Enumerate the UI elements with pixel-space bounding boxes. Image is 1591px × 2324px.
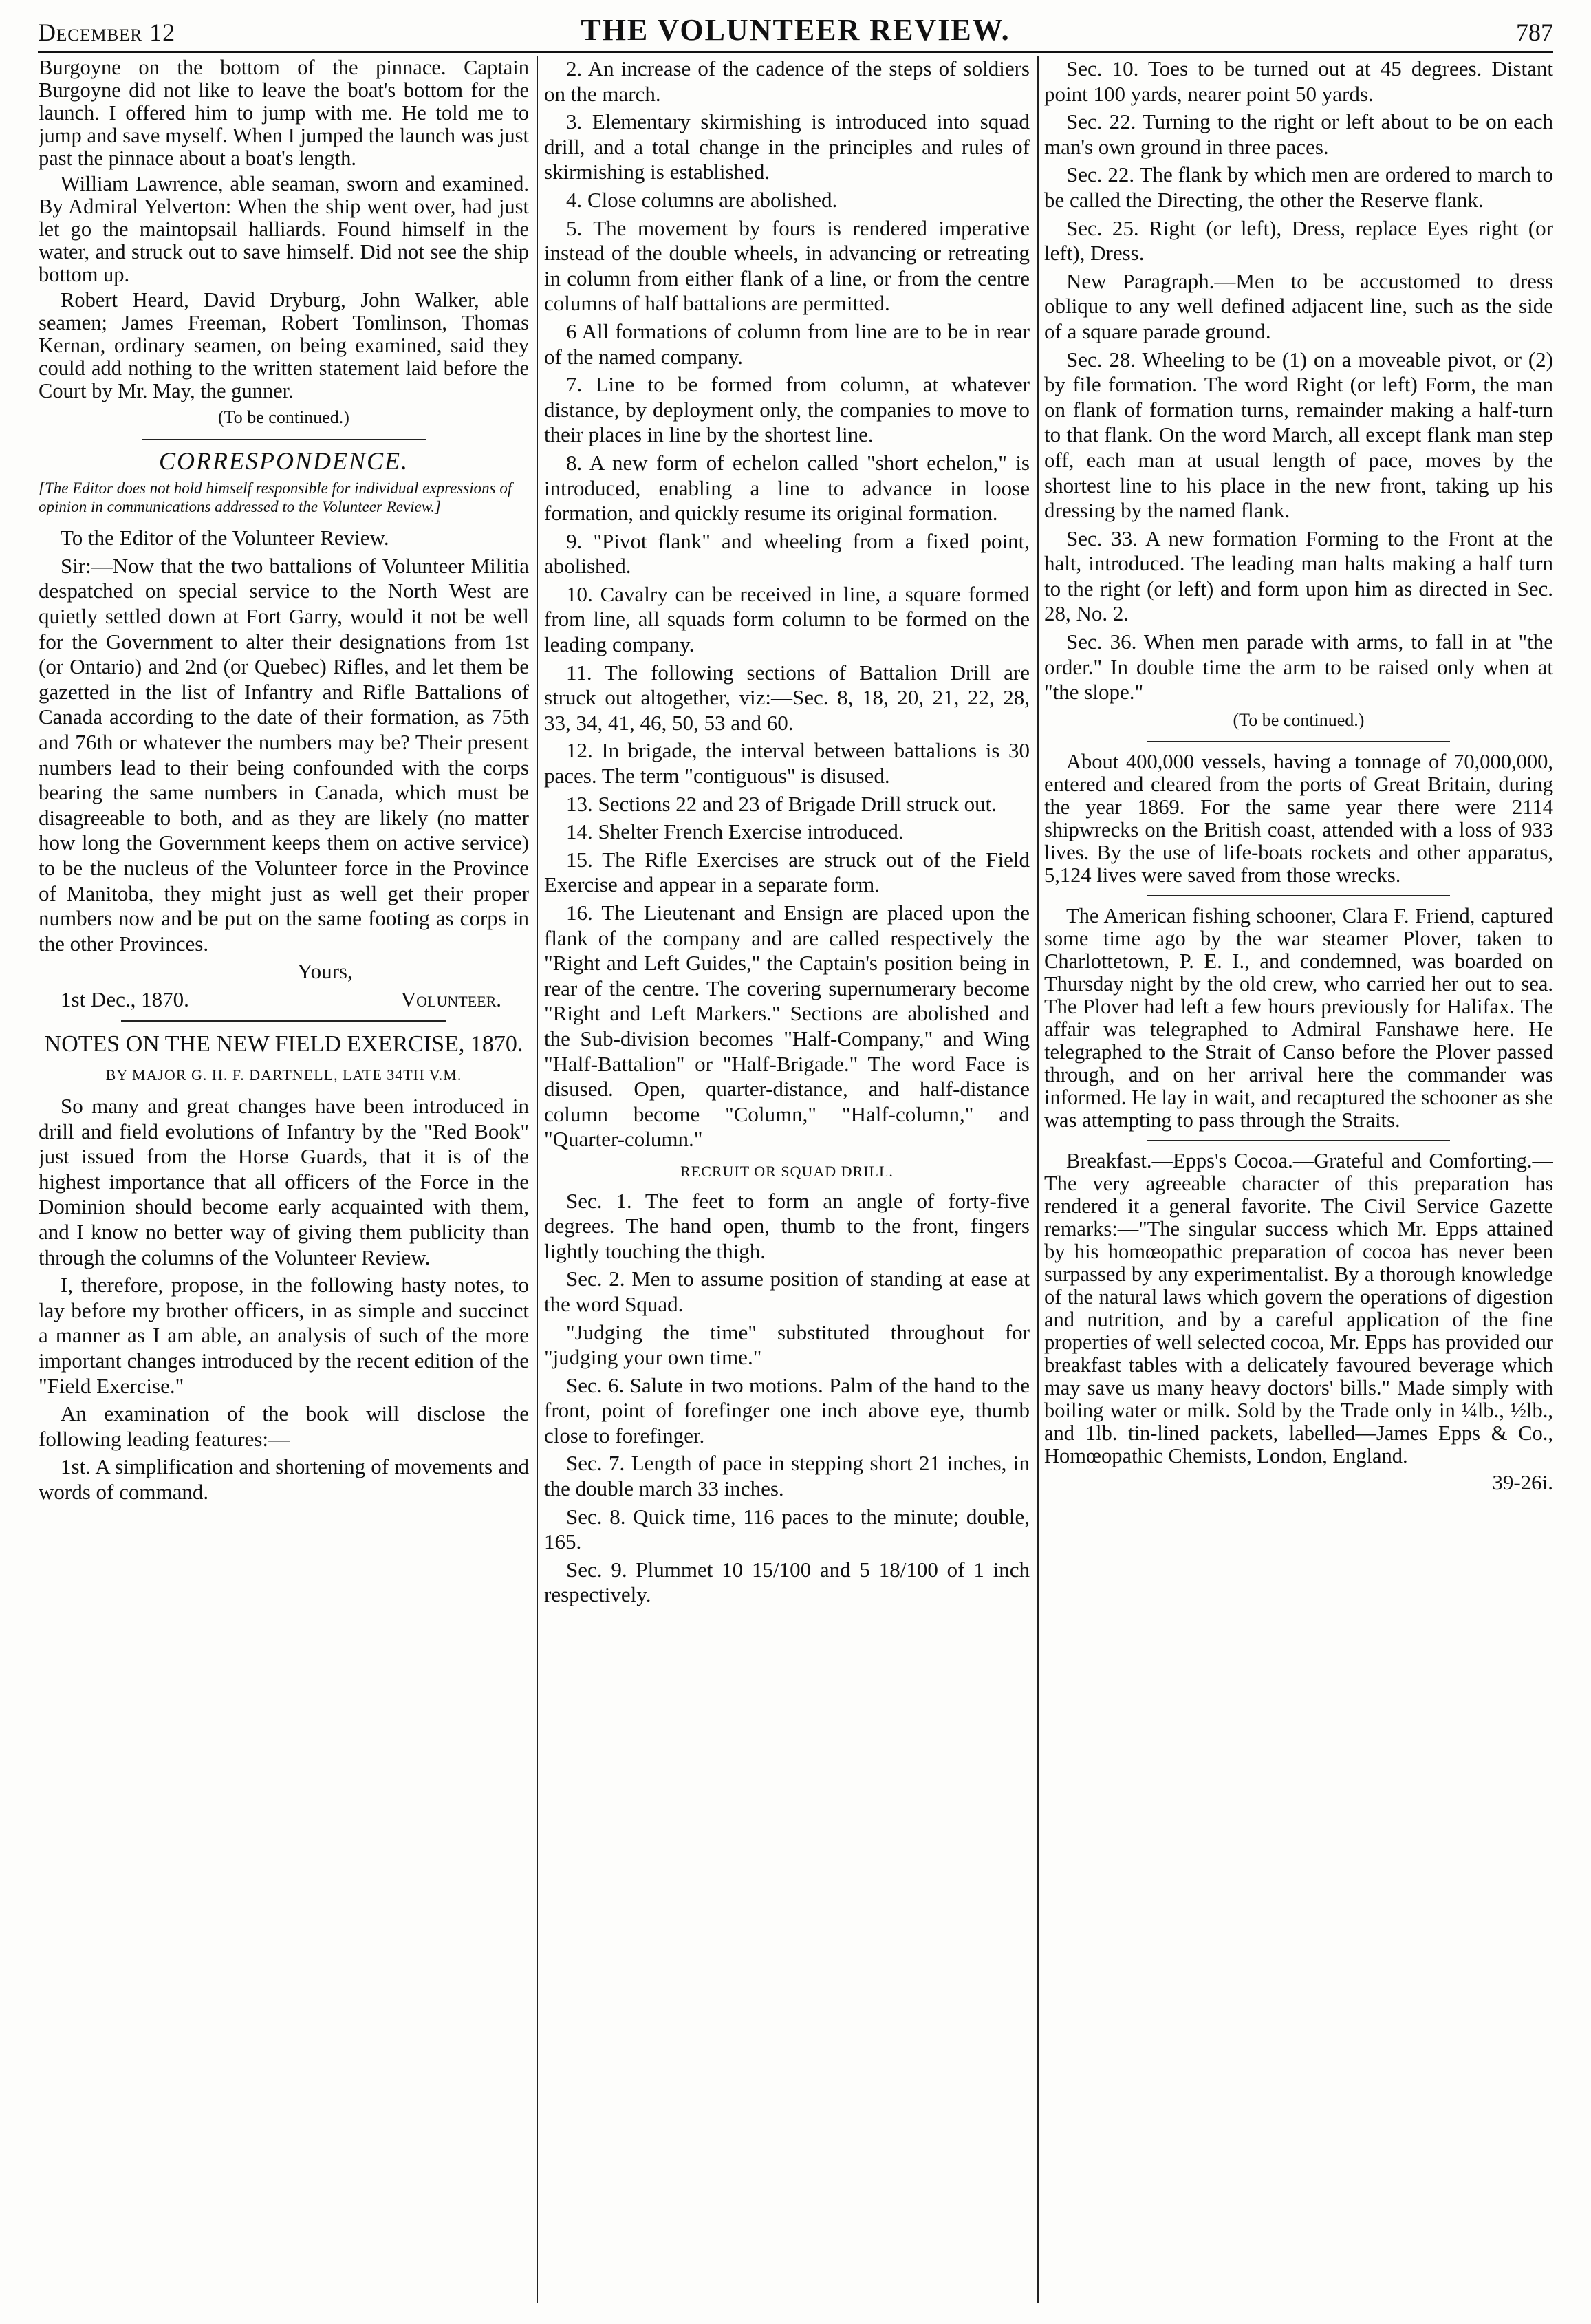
letter-signature-line xyxy=(39,987,529,1013)
section-item: Sec. 25. Right (or left), Dress, replace Eyes right (or left), Dress. xyxy=(1044,215,1553,266)
article-byline: BY MAJOR G. H. F. DARTNELL, LATE 34TH V.M. xyxy=(105,1066,462,1084)
section-item: Sec. 8. Quick time, 116 paces to the minute; double, 165. xyxy=(544,1504,1030,1554)
letter-date: 1st Dec., 1870. xyxy=(61,987,189,1011)
article-paragraph: An examination of the book will disclose the following leading features:— xyxy=(39,1401,529,1451)
section-divider xyxy=(1147,1140,1450,1141)
letter-salutation: To the Editor of the Volunteer Review. xyxy=(61,526,389,550)
subsection-heading: RECRUIT OR SQUAD DRILL. xyxy=(680,1162,894,1180)
list-item: 2. An increase of the cadence of the steps of soldiers on the march. xyxy=(544,56,1030,106)
section-item: Sec. 6. Salute in two motions. Palm of the hand to the front, point of forefinger one inch above eye, thumb close to forefinger. xyxy=(544,1373,1030,1448)
advertisement: Breakfast.—Epps's Cocoa.—Grateful and Comforting.—The very agreeable character of this preparation has rendered it a general favorite. The Civil Service Gazette remarks:—"The singular success which Mr. Epps attained by his homœopathic preparation of cocoa has never been surpassed by any experimentalist. By a thorough knowledge of the natural laws which govern the operations of digestion and nutrition, and by a careful application of the fine properties of well selected cocoa, Mr. Epps has provided our breakfast tables with a delicately favoured beverage which may save us many heavy doctors' bills." Made simply with boiling water or milk. Sold by the Trade only in ¼lb., ½lb., and 1lb. tin-lined packets, labelled—James Epps & Co., Homœopathic Chemists, London, England. xyxy=(1044,1149,1553,1468)
list-item: 6 All formations of column from line are to be in rear of the named company. xyxy=(544,319,1030,369)
continuation-note: (To be continued.) xyxy=(1233,709,1365,730)
news-item: The American fishing schooner, Clara F. Friend, captured some time ago by the war steamer Plover, taken to Charlottetown, P. E. I., and condemned, was boarded on Thursday night by the old crew, who carried her out to sea. The Plover had left a few hours previously for Halifax. The affair was telegraphed to Admiral Fanshawe here. He telegraphed to the Strait of Canso before the Plover passed through, and on her arrival here the commander was informed. He lay in wait, and recaptured the schooner as she was attempting to pass through the Straits. xyxy=(1044,904,1553,1132)
page-number: 787 xyxy=(1516,19,1553,46)
list-item: 16. The Lieutenant and Ensign are placed upon the flank of the company and are called respectively the "Right and Left Guides," the Captain's position being in rear of the centre. The covering supernumerary become "Right and Left Markers." Sections are abolished and the Sub-division becomes "Half-Company," and Wing "Half-Battalion" or "Half-Brigade." The word Face is disused. Open, quarter-distance, and half-distance column become "Column," "Half-column," and "Quarter-column." xyxy=(544,901,1030,1152)
column-2 xyxy=(544,56,1030,2310)
publication-title: THE VOLUNTEER REVIEW. xyxy=(581,13,1010,47)
list-item: 5. The movement by fours is rendered imperative instead of the double wheels, in advancing or retreating in column from either flank of a line, or from the centre columns of half battalions are permitted. xyxy=(544,215,1030,316)
list-item: 12. In brigade, the interval between battalions is 30 paces. The term "contiguous" is disused. xyxy=(544,738,1030,788)
ad-code: 39-26i. xyxy=(1492,1470,1553,1495)
article-heading: NOTES ON THE NEW FIELD EXERCISE, 1870. xyxy=(44,1031,523,1057)
section-heading: CORRESPONDENCE. xyxy=(159,446,409,475)
continuation-note: (To be continued.) xyxy=(218,407,349,427)
section-item: Sec. 36. When men parade with arms, to fall in at "the order." In double time the arm to be raised only when at "the slope." xyxy=(1044,630,1553,704)
list-item: 7. Line to be formed from column, at whatever distance, by deployment only, the companies to move to their places in line by the shortest line. xyxy=(544,372,1030,447)
list-item: 14. Shelter French Exercise introduced. xyxy=(566,819,904,844)
section-item: Sec. 33. A new formation Forming to the Front at the halt, introduced. The leading man halts making a half turn to the right (or left) and form upon him as directed in Sec. 28, No. 2. xyxy=(1044,526,1553,626)
section-item: Sec. 22. Turning to the right or left about to be on each man's own ground in three paces. xyxy=(1044,109,1553,159)
article-paragraph: Burgoyne on the bottom of the pinnace. Captain Burgoyne did not like to leave the boat's bottom for the launch. I offered him to jump with me. He told me to jump and save myself. When I jumped the launch was just past the pinnace about a boat's length. xyxy=(39,56,529,170)
section-divider xyxy=(121,1020,446,1022)
editor-note: [The Editor does not hold himself responsible for individual expressions of opinion in communications addressed to the Volunteer Review.] xyxy=(39,480,512,516)
letter-closing: Yours, xyxy=(297,959,353,984)
column-divider xyxy=(537,56,538,2303)
letter-signature: Volunteer. xyxy=(400,987,501,1011)
article-paragraph: I, therefore, propose, in the following hasty notes, to lay before my brother officers, in as simple and succinct a manner as I am able, an analysis of such of the more important changes introduced by the recent edition of the "Field Exercise." xyxy=(39,1273,529,1398)
header-rule xyxy=(38,51,1553,53)
article-paragraph: So many and great changes have been introduced in drill and field evolutions of Infantry by the "Red Book" just issued from the Horse Guards, that it is of the highest importance that all officers of the Force in the Dominion should become early acquainted with them, and I know no better way of giving them publicity than through the columns of the Volunteer Review. xyxy=(39,1094,529,1269)
section-item: "Judging the time" substituted throughout for "judging your own time." xyxy=(544,1320,1030,1370)
list-item: 4. Close columns are abolished. xyxy=(566,187,838,212)
column-divider xyxy=(1037,56,1039,2303)
section-item: Sec. 28. Wheeling to be (1) on a moveable pivot, or (2) by file formation. The word Right (or left) Form, the man on flank of formation turns, remainder making a half-turn to that flank. On the word March, all except flank man step off, each man at usual length of pace, moves by the shortest line to his place in the new front, taking up his dressing by the named flank. xyxy=(1044,347,1553,523)
column-3 xyxy=(1044,56,1553,2310)
list-item: 13. Sections 22 and 23 of Brigade Drill struck out. xyxy=(566,791,997,816)
article-paragraph: 1st. A simplification and shortening of movements and words of command. xyxy=(39,1454,529,1504)
list-item: 3. Elementary skirmishing is introduced into squad drill, and a total change in the principles and rules of skirmishing is established. xyxy=(544,109,1030,184)
section-divider xyxy=(1147,895,1450,896)
list-item: 9. "Pivot flank" and wheeling from a fixed point, abolished. xyxy=(544,528,1030,579)
list-item: 8. A new form of echelon called "short echelon," is introduced, enabling a line to advance in loose formation, and quickly resume its original formation. xyxy=(544,450,1030,526)
section-divider xyxy=(1147,741,1450,742)
section-divider xyxy=(142,439,426,440)
section-item: Sec. 10. Toes to be turned out at 45 degrees. Distant point 100 yards, nearer point 50 yards. xyxy=(1044,56,1553,106)
section-item: Sec. 9. Plummet 10 15/100 and 5 18/100 of 1 inch respectively. xyxy=(544,1557,1030,1607)
article-paragraph: William Lawrence, able seaman, sworn and examined. By Admiral Yelverton: When the ship went over, had just let go the maintopsail halliards. Found himself in the water, and struck out to save himself. Did not see the ship bottom up. xyxy=(39,172,529,286)
article-paragraph: Robert Heard, David Dryburg, John Walker, able seamen; James Freeman, Robert Tomlinson, Thomas Kernan, ordinary seamen, on being examined, said they could add nothing to the written statement laid before the Court by Mr. May, the gunner. xyxy=(39,288,529,402)
list-item: 11. The following sections of Battalion Drill are struck out altogether, viz:—Sec. 8, 18, 20, 21, 22, 28, 33, 34, 41, 46, 50, 53 and 60. xyxy=(544,660,1030,735)
letter-body: Sir:—Now that the two battalions of Volunteer Militia despatched on special service to the North West are quietly settled down at Fort Garry, would it not be well for the Government to alter their designations from 1st (or Ontario) and 2nd (or Quebec) Rifles, and let them be gazetted in the list of Infantry and Rifle Battalions of Canada according to the date of their formation, as 75th and 76th or whatever the numbers may be? Their present numbers lead to their being confounded with the corps bearing the same numbers in Canada, which must be disagreeable to both, and as they are likely (no matter how long the Government keeps them on active service) to be the nucleus of the Volunteer force in the Province of Manitoba, they might just as well get their proper numbers now and be put on the same footing as corps in the other Provinces. xyxy=(39,553,529,956)
section-item: Sec. 22. The flank by which men are ordered to march to be called the Directing, the other the Reserve flank. xyxy=(1044,162,1553,212)
section-item: Sec. 7. Length of pace in stepping short 21 inches, in the double march 33 inches. xyxy=(544,1451,1030,1501)
section-item: Sec. 1. The feet to form an angle of forty-five degrees. The hand open, thumb to the front, fingers lightly touching the thigh. xyxy=(544,1188,1030,1263)
column-1 xyxy=(39,56,529,2310)
page-header xyxy=(38,12,1553,51)
section-item: Sec. 2. Men to assume position of standing at ease at the word Squad. xyxy=(544,1267,1030,1316)
section-item: New Paragraph.—Men to be accustomed to dress oblique to any well defined adjacent line, such as the side of a square parade ground. xyxy=(1044,268,1553,343)
list-item: 15. The Rifle Exercises are struck out of the Field Exercise and appear in a separate form. xyxy=(544,847,1030,897)
list-item: 10. Cavalry can be received in line, a square formed from line, all squads form column to be formed on the leading company. xyxy=(544,581,1030,657)
issue-date: December 12 xyxy=(38,19,176,46)
news-item: About 400,000 vessels, having a tonnage of 70,000,000, entered and cleared from the ports of Great Britain, during the year 1869. For the same year there were 2114 shipwrecks on the British coast, attended with a loss of 933 lives. By the use of life-boats rockets and other apparatus, 5,124 lives were saved from those wrecks. xyxy=(1044,750,1553,887)
